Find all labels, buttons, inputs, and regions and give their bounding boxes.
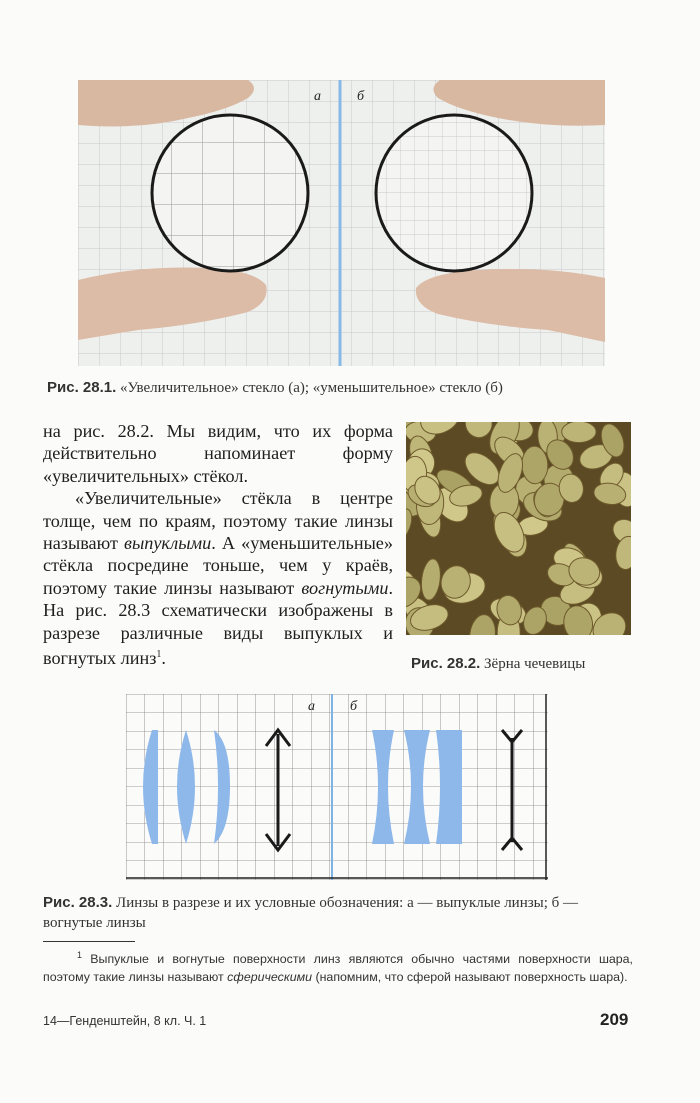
caption-text: Линзы в разрезе и их условные обозначения: а — выпуклые линзы; б — вогнутые линзы: [43, 895, 579, 931]
fig3-label-b: б: [350, 699, 358, 714]
figure-28-3-caption: [43, 893, 633, 933]
body-text: [43, 420, 393, 670]
paragraph-2-part: . А «уменьшительные» стёкла посредине тоньше, чем у краёв, поэтому такие линзы называют: [43, 533, 393, 598]
paragraph-2-part: «Увеличительные» стёкла в центре толще, чем по краям, поэтому такие линзы называют: [43, 488, 393, 554]
caption-number: Рис. 28.1.: [47, 379, 117, 396]
caption-number: Рис. 28.2.: [411, 655, 481, 672]
caption-text: Зёрна чечевицы: [480, 656, 586, 672]
figure-28-2-photo: [406, 422, 631, 635]
figure-28-1-photo: [78, 80, 605, 366]
footnote-text: (напомним, что сферой называют поверхность шара).: [312, 970, 628, 985]
footnote: [43, 946, 633, 986]
term-concave: вогнутыми: [301, 577, 389, 598]
footnote-term: сферическими: [227, 970, 313, 985]
page-number: 209: [600, 1010, 629, 1029]
paragraph-2-end: .: [161, 648, 166, 669]
figure-28-3: [126, 694, 548, 880]
footnote-rule: [43, 941, 135, 942]
figure-28-1-caption: [47, 379, 503, 397]
printer-signature: 14—Генденштейн, 8 кл. Ч. 1: [43, 1014, 207, 1028]
fig1-label-b: б: [357, 89, 365, 104]
caption-text: «Увеличительное» стекло (а); «уменьшительное» стекло (б): [116, 380, 503, 396]
footnote-text: Выпуклые и вогнутые поверхности линз являются обычно частями поверхности шара, поэтому такие линзы называют: [43, 952, 633, 985]
term-convex: выпуклыми: [124, 533, 212, 554]
paragraph-2: [43, 487, 393, 669]
caption-number: Рис. 28.3.: [43, 894, 113, 911]
footnote-mark: 1: [77, 950, 83, 960]
footnote-ref: 1: [156, 649, 162, 661]
figure-28-2-caption: [411, 655, 585, 673]
fig3-label-a: а: [308, 699, 315, 714]
paragraph-2-part: . На рис. 28.3 схематически изображены в разрезе различные виды выпуклых и вогнутых линз: [43, 577, 393, 669]
fig1-label-a: а: [314, 89, 321, 104]
paragraph-1: на рис. 28.2. Мы видим, что их форма действительно напоминает форму «увеличительных» стёкол.: [43, 421, 393, 486]
